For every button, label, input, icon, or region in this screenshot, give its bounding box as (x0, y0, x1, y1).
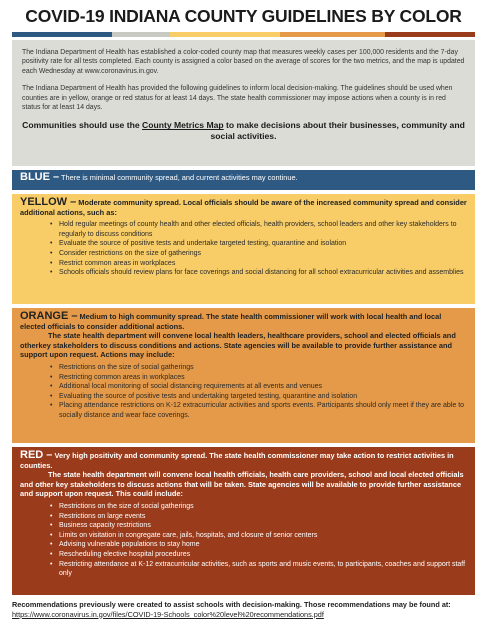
color-bar-yellow (170, 32, 280, 37)
list-item: • Additional local monitoring of social distancing requirements at all events and venues (50, 382, 467, 392)
red-sub: The state health department will convene local health officials, health care providers, school and local elected officials and other key stakeholders to discuss actions that will be taken. State agencies will be available to provide further assistance and support upon request. This could include: (20, 470, 464, 499)
color-bar-orange (280, 32, 385, 37)
callout-after: to make decisions about their businesses, community and social activities. (210, 120, 465, 142)
orange-lead (20, 312, 467, 331)
color-bar-gray (112, 32, 170, 37)
red-text: Very high positivity and community spread. The state health commissioner may take action to restrict activities in counties. (20, 451, 454, 470)
list-item: • Restrictions on large events (50, 512, 467, 522)
list-item: • Consider restrictions on the size of gatherings (50, 249, 467, 259)
orange-heading: ORANGE – (20, 310, 78, 322)
red-subtext (20, 470, 467, 499)
red-heading: RED – (20, 449, 53, 461)
yellow-heading: YELLOW – (20, 196, 77, 208)
list-item: • Restricting common areas in workplaces (50, 373, 467, 383)
yellow-lead (20, 198, 467, 217)
intro-paragraph-1: The Indiana Department of Health has established a color-coded county map that measures weekly cases per 100,000 residents and the 7-day positivity rate for all tests completed. Each county is assigned a color based on the average of scores for the two metrics, and the map is updated each Wednesday at www.coronavirus.in.gov. (22, 49, 465, 75)
intro-paragraph-2: The Indiana Department of Health has provided the following guidelines to inform local decision-making. The guidelines should be used when counties are in yellow, orange or red status for at least 14 days. The state health commissioner may impose actions when a county is in red status for at least 14 days. (22, 85, 453, 112)
list-item: • Restrict common areas in workplaces (50, 259, 467, 269)
yellow-section (12, 194, 475, 304)
school-recommendations-link[interactable]: https://www.coronavirus.in.gov/files/COVID-19-Schools_color%20level%20recommendations.pdf (12, 609, 324, 619)
list-item: • Business capacity restrictions (50, 521, 467, 531)
callout-text (22, 120, 465, 142)
yellow-text: Moderate community spread. Local officials should be aware of the increased community spread and consider additional actions, such as: (20, 198, 467, 217)
list-item: • Restrictions on the size of social gatherings (50, 363, 467, 373)
list-item: • Rescheduling elective hospital procedures (50, 550, 467, 560)
list-item: • Evaluate the source of positive tests and undertake targeted testing, quarantine and isolation (50, 239, 467, 249)
blue-text: There is minimal community spread, and current activities may continue. (59, 173, 298, 182)
orange-section (12, 308, 475, 443)
list-item: • Restrictions on the size of social gatherings (50, 502, 467, 512)
footer-note (12, 600, 475, 619)
red-lead (20, 451, 467, 470)
red-list (50, 502, 467, 579)
color-legend-bar (12, 32, 475, 37)
orange-text: Medium to high community spread. The state health commissioner will work with local health and local elected officials to consider additional actions. (20, 312, 442, 331)
list-item: • Restricting attendance at K-12 extracurricular activities, such as sports and music events, to participants, coaches and support staff only (50, 560, 467, 579)
blue-lead (20, 173, 467, 183)
orange-sub: The state health department will convene local health leaders, healthcare providers, school and elected officials and otherkey stakeholders to discuss conditions and actions. State agencies will be available to provide further assistance and support upon request. Actions may include: (20, 331, 456, 360)
county-metrics-map-link[interactable]: County Metrics Map (142, 120, 224, 131)
blue-heading: BLUE – (20, 171, 60, 183)
orange-subtext (20, 331, 467, 360)
list-item: • Placing attendance restrictions on K-12 extracurricular activities and sports events. Participants should only meet if they are able to socially distance and wear face coverings. (50, 401, 467, 420)
blue-section (12, 170, 475, 190)
orange-list (50, 363, 467, 421)
color-bar-red (385, 32, 475, 37)
footer-text: Recommendations previously were created to assist schools with decision-making. Those recommendations may be found at: (12, 600, 451, 609)
yellow-list (50, 220, 467, 278)
red-section (12, 447, 475, 595)
list-item: • Evaluating the source of positive tests and undertaking targeted testing, quarantine and isolation (50, 392, 467, 402)
callout-before: Communities should use the (22, 120, 143, 131)
page-title: COVID-19 INDIANA COUNTY GUIDELINES BY COLOR (25, 6, 462, 26)
color-bar-blue (12, 32, 112, 37)
list-item: • Hold regular meetings of county health and other elected officials, health providers, school leaders and other key stakeholders to regularly to discuss conditions (50, 220, 467, 239)
list-item: • Advising vulnerable populations to stay home (50, 540, 467, 550)
list-item: • Limits on visitation in congregate care, jails, hospitals, and closure of senior centers (50, 531, 467, 541)
intro-section (12, 40, 475, 166)
list-item: • Schools officials should review plans for face coverings and social distancing for all school extracurricular activities and assemblies (50, 268, 467, 278)
